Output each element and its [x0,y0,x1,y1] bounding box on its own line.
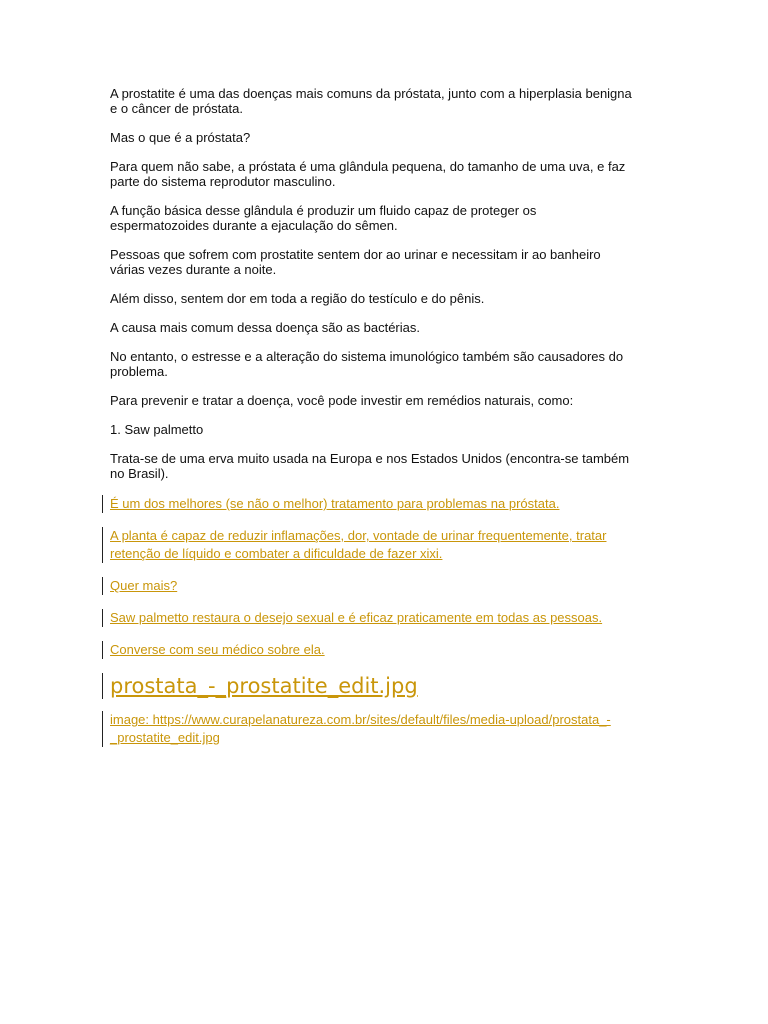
paragraph: Pessoas que sofrem com prostatite sentem dor ao urinar e necessitam ir ao banheiro várias vezes durante a noite. [110,247,601,277]
link-marker [102,711,103,747]
image-url-link[interactable]: image: https://www.curapelanatureza.com.br/sites/default/files/media-upload/prostata_- _prostatite_edit.jpg [110,712,611,745]
link-line [110,527,658,563]
paragraph: A prostatite é uma das doenças mais comuns da próstata, junto com a hiperplasia benigna e o câncer de próstata. [110,86,632,116]
paragraph: Mas o que é a próstata? [110,130,251,145]
paragraph: Trata-se de uma erva muito usada na Europa e nos Estados Unidos (encontra-se também no Brasil). [110,451,630,481]
paragraph: A causa mais comum dessa doença são as bactérias. [110,320,420,335]
link[interactable]: É um dos melhores (se não o melhor) tratamento para problemas na próstata. [110,496,560,511]
link[interactable]: Converse com seu médico sobre ela. [110,642,325,657]
paragraph: Para prevenir e tratar a doença, você pode investir em remédios naturais, como: [110,393,574,408]
link-line [110,609,658,627]
link-line [110,495,658,513]
link[interactable]: Saw palmetto restaura o desejo sexual e é eficaz praticamente em todas as pessoas. [110,610,603,625]
link-marker [102,673,103,699]
image-filename-link[interactable]: prostata_-_prostatite_edit.jpg [110,674,418,698]
list-heading: 1. Saw palmetto [110,422,204,437]
link[interactable]: A planta é capaz de reduzir inflamações, dor, vontade de urinar frequentemente, tratar retenção de líquido e combater a dificuldade de fazer xixi. [110,528,607,561]
link-marker [102,527,103,563]
link-marker [102,609,103,627]
image-link-line [110,673,658,699]
paragraph: Para quem não sabe, a próstata é uma glândula pequena, do tamanho de uma uva, e faz parte do sistema reprodutor masculino. [110,159,626,189]
link-line [110,577,658,595]
link-line [110,641,658,659]
paragraph: Além disso, sentem dor em toda a região do testículo e do pênis. [110,291,485,306]
link[interactable]: Quer mais? [110,578,178,593]
link-marker [102,577,103,595]
document-body [110,86,658,761]
link-marker [102,495,103,513]
image-caption-line [110,711,658,747]
paragraph: No entanto, o estresse e a alteração do sistema imunológico também são causadores do problema. [110,349,624,379]
paragraph: A função básica desse glândula é produzir um fluido capaz de proteger os espermatozoides durante a ejaculação do sêmen. [110,203,537,233]
link-marker [102,641,103,659]
